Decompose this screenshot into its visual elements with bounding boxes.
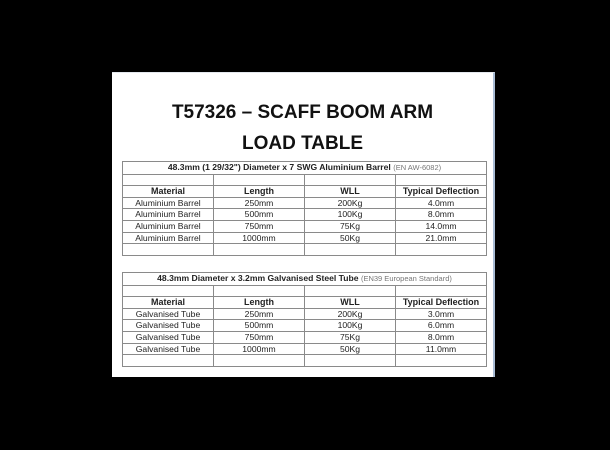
cell-wll: 100Kg xyxy=(305,209,396,221)
cell-length: 500mm xyxy=(214,320,305,332)
blank-cell xyxy=(396,174,487,186)
table-row xyxy=(123,308,487,320)
column-header-material: Material xyxy=(123,186,214,198)
column-header-length: Length xyxy=(214,186,305,198)
cell-wll: 75Kg xyxy=(305,220,396,232)
cell-length: 750mm xyxy=(214,331,305,343)
caption-text: 48.3mm Diameter x 3.2mm Galvanised Steel Tube xyxy=(157,273,359,283)
cell-material: Aluminium Barrel xyxy=(123,220,214,232)
blank-cell xyxy=(214,244,305,256)
cell-deflection: 6.0mm xyxy=(396,320,487,332)
table-caption xyxy=(123,273,487,286)
cell-material: Galvanised Tube xyxy=(123,320,214,332)
cell-length: 250mm xyxy=(214,197,305,209)
cell-deflection: 8.0mm xyxy=(396,209,487,221)
table-row xyxy=(123,209,487,221)
document-title: T57326 – SCAFF BOOM ARM xyxy=(171,102,434,123)
column-header-deflection: Typical Deflection xyxy=(396,297,487,309)
cell-material: Galvanised Tube xyxy=(123,308,214,320)
caption-text: 48.3mm (1 29/32") Diameter x 7 SWG Aluminium Barrel xyxy=(167,162,391,172)
column-header-deflection: Typical Deflection xyxy=(396,186,487,198)
table-row xyxy=(123,220,487,232)
table-row xyxy=(123,343,487,355)
table-row xyxy=(123,232,487,244)
cell-material: Aluminium Barrel xyxy=(123,232,214,244)
caption-standard-note: (EN39 European Standard) xyxy=(360,274,452,283)
galvanised-steel-load-table xyxy=(122,272,487,367)
cell-wll: 75Kg xyxy=(305,331,396,343)
column-header-length: Length xyxy=(214,297,305,309)
blank-cell xyxy=(214,174,305,186)
cell-deflection: 21.0mm xyxy=(396,232,487,244)
aluminium-load-table xyxy=(122,161,487,256)
blank-cell xyxy=(123,355,214,367)
blank-cell xyxy=(396,355,487,367)
cell-wll: 200Kg xyxy=(305,197,396,209)
cell-material: Aluminium Barrel xyxy=(123,197,214,209)
blank-cell xyxy=(305,355,396,367)
table-row xyxy=(123,331,487,343)
table-caption xyxy=(123,162,487,175)
document-page xyxy=(112,72,495,377)
cell-length: 750mm xyxy=(214,220,305,232)
table-row xyxy=(123,320,487,332)
cell-deflection: 8.0mm xyxy=(396,331,487,343)
cell-material: Galvanised Tube xyxy=(123,331,214,343)
blank-cell xyxy=(123,174,214,186)
table-row xyxy=(123,197,487,209)
cell-length: 250mm xyxy=(214,308,305,320)
blank-cell xyxy=(123,285,214,297)
cell-length: 1000mm xyxy=(214,232,305,244)
cell-wll: 50Kg xyxy=(305,343,396,355)
cell-length: 500mm xyxy=(214,209,305,221)
column-header-wll: WLL xyxy=(305,186,396,198)
blank-cell xyxy=(214,355,305,367)
document-subtitle: LOAD TABLE xyxy=(241,133,364,154)
cell-deflection: 4.0mm xyxy=(396,197,487,209)
blank-cell xyxy=(305,174,396,186)
cell-deflection: 14.0mm xyxy=(396,220,487,232)
blank-cell xyxy=(305,285,396,297)
cell-deflection: 11.0mm xyxy=(396,343,487,355)
caption-standard-note: (EN AW-6082) xyxy=(393,163,442,172)
blank-cell xyxy=(396,244,487,256)
blank-cell xyxy=(214,285,305,297)
cell-deflection: 3.0mm xyxy=(396,308,487,320)
blank-cell xyxy=(123,244,214,256)
cell-material: Galvanised Tube xyxy=(123,343,214,355)
column-header-material: Material xyxy=(123,297,214,309)
cell-wll: 50Kg xyxy=(305,232,396,244)
blank-cell xyxy=(396,285,487,297)
cell-length: 1000mm xyxy=(214,343,305,355)
cell-material: Aluminium Barrel xyxy=(123,209,214,221)
column-header-wll: WLL xyxy=(305,297,396,309)
cell-wll: 200Kg xyxy=(305,308,396,320)
blank-cell xyxy=(305,244,396,256)
cell-wll: 100Kg xyxy=(305,320,396,332)
